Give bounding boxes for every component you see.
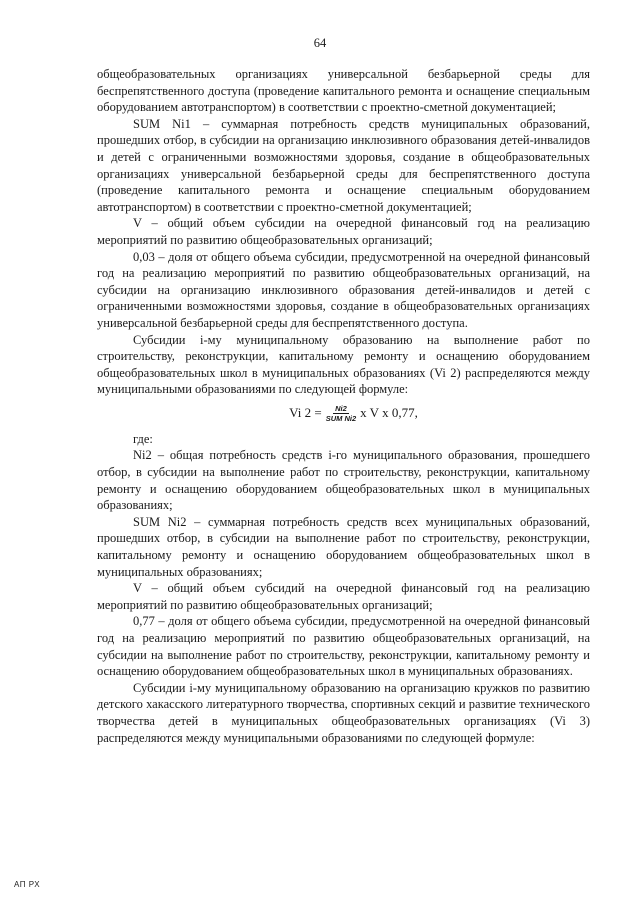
- formula-vi2: [97, 404, 590, 423]
- paragraph-continuation: общеобразовательных организациях универсальной безбарьерной среды для беспрепятственного доступа (проведение капитального ремонта и оснащение специальным оборудованием автотранспортом) в соответствии с проектно-сметной документацией;: [97, 67, 590, 115]
- paragraph-subsidy-vi2: Субсидии i-му муниципальному образованию на выполнение работ по строительству, реконструкции, капитальному ремонту и оснащению оборудованием общеобразовательных школ в муниципальных образованиях (Vi 2) распределяются между муниципальными образованиями по следующей формуле:: [97, 332, 590, 397]
- page-number: 64: [313, 36, 327, 50]
- definition-sum-ni2: SUM Ni2 – суммарная потребность средств всех муниципальных образований, прошедших отбор, в субсидии на выполнение работ по строительству, реконструкции, капитальному ремонту и оснащению оборудованием общеобразовательных школ в муниципальных образованиях;: [97, 514, 590, 579]
- definition-ni2: Ni2 – общая потребность средств i-го муниципального образования, прошедшего отбор, в субсидии на выполнение работ по строительству, реконструкции, капитальному ремонту и оснащению оборудованием общеобразовательных школ в муниципальных образованиях;: [97, 448, 590, 513]
- formula-numerator: Ni2: [335, 403, 347, 413]
- paragraph-v-definition: V – общий объем субсидии на очередной финансовый год на реализацию мероприятий по развитию общеобразовательных организаций;: [97, 216, 590, 247]
- formula-rhs: x V x 0,77,: [360, 405, 418, 421]
- where-label: где:: [133, 431, 153, 446]
- formula-fraction: [326, 404, 356, 423]
- definition-v: V – общий объем субсидий на очередной финансовый год на реализацию мероприятий по развитию общеобразовательных организаций;: [97, 581, 590, 612]
- paragraph-share-003: 0,03 – доля от общего объема субсидии, предусмотренной на очередной финансовый год на реализацию мероприятий по развитию общеобразовательных организаций, на субсидии на организацию инклюзивного образования детей-инвалидов и детей с ограниченными возможностями здоровья, создание в общеобразовательных организациях универсальной безбарьерной среды для беспрепятственного доступа.: [97, 249, 590, 330]
- formula-denominator: SUM Ni2: [325, 413, 357, 423]
- paragraph-subsidy-vi3: Субсидии i-му муниципальному образованию на организацию кружков по развитию детского хакасского литературного творчества, спортивных секций и развитие технического творчества детей в муниципальных общеобразовательных организациях (Vi 3) распределяются между муниципальными образованиями по следующей формуле:: [97, 680, 590, 745]
- footer-mark: АП РХ: [14, 880, 41, 889]
- paragraph-sum-ni1: SUM Ni1 – суммарная потребность средств муниципальных образований, прошедших отбор, в субсидии на организацию инклюзивного образования детей-инвалидов и детей с ограниченными возможностями здоровья, создание в общеобразовательных организациях универсальной безбарьерной среды для беспрепятственного доступа (проведение капитального ремонта и оснащение специальным оборудованием автотранспортом) в соответствии с проектно-сметной документацией;: [97, 116, 590, 214]
- definition-share-077: 0,77 – доля от общего объема субсидии, предусмотренной на очередной финансовый год на реализацию мероприятий по развитию общеобразовательных организаций, на субсидии на выполнение работ по строительству, реконструкции, капитальному ремонту и оснащению оборудованием общеобразовательных школ в муниципальных образованиях.: [97, 614, 590, 679]
- formula-lhs: Vi 2 =: [289, 405, 322, 421]
- document-body: [97, 66, 590, 746]
